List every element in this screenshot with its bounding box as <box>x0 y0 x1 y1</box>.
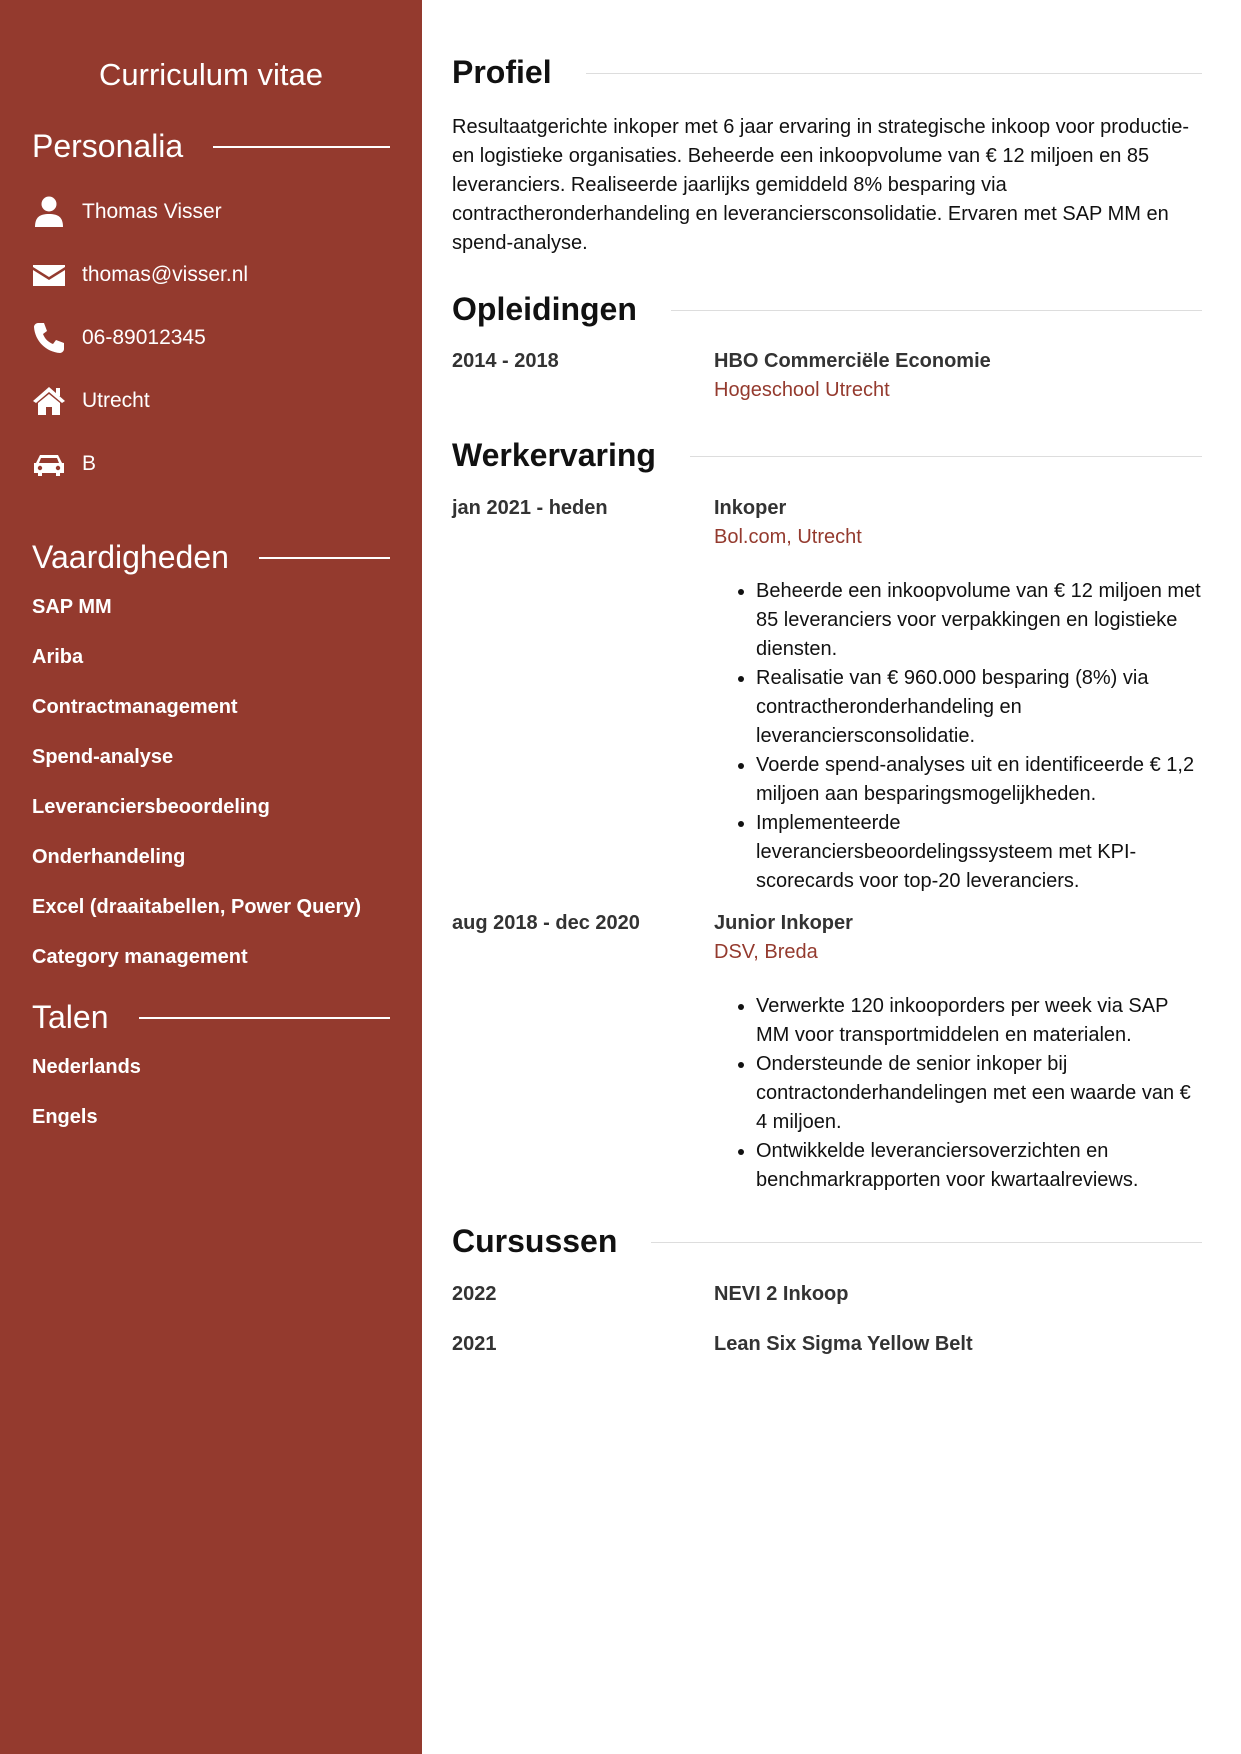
course-name: Lean Six Sigma Yellow Belt <box>714 1333 973 1355</box>
personalia-heading <box>32 126 390 166</box>
profile-text: Resultaatgerichte inkoper met 6 jaar ervaring in strategische inkoop voor productie- en logistieke organisaties. Beheerde een inkoopvolume van € 12 miljoen en 85 leveranciers. Realiseerde jaarlijks gemiddeld 8% besparing via contractheronderhandeling en leveranciersconsolidatie. Ervaren met SAP MM en spend-analyse. <box>452 116 1190 254</box>
work-entry <box>452 494 1202 896</box>
personal-item-email <box>32 243 390 306</box>
education-entry <box>452 347 1202 405</box>
entry-company: Bol.com, Utrecht <box>714 526 862 548</box>
heading-divider <box>651 1242 1202 1243</box>
skills-heading-label: Vaardigheden <box>32 539 229 575</box>
bullet-item: • Voerde spend-analyses uit en identificeerde € 1,2 miljoen aan besparingsmogelijkheden. <box>756 751 1202 809</box>
personal-license: B <box>82 451 97 475</box>
skills-heading <box>32 537 390 577</box>
bullet-item: • Ondersteunde de senior inkoper bij contractonderhandelingen met een waarde van € 4 miljoen. <box>756 1050 1202 1137</box>
course-entry <box>452 1280 1202 1309</box>
course-entry <box>452 1330 1202 1359</box>
education-heading <box>452 289 1202 329</box>
entry-date: 2021 <box>452 1333 497 1355</box>
personal-item-name <box>32 180 390 243</box>
heading-divider <box>690 456 1202 457</box>
personal-item-phone <box>32 306 390 369</box>
skill-item: Leveranciersbeoordeling <box>32 796 270 818</box>
bullet-item: • Implementeerde leveranciersbeoordelingssysteem met KPI-scorecards voor top-20 leveranciers. <box>756 809 1202 896</box>
skill-item: Onderhandeling <box>32 846 186 868</box>
entry-role: Junior Inkoper <box>714 912 853 934</box>
bullet-list <box>714 992 1202 1195</box>
envelope-icon <box>32 258 66 292</box>
cv-title: Curriculum vitae <box>99 57 323 92</box>
personal-email: thomas@visser.nl <box>82 262 249 286</box>
entry-body <box>714 494 1202 896</box>
entry-school: Hogeschool Utrecht <box>714 379 890 401</box>
heading-divider <box>213 146 390 148</box>
entry-degree: HBO Commerciële Economie <box>714 350 991 372</box>
entry-date: jan 2021 - heden <box>452 497 608 519</box>
entry-role: Inkoper <box>714 497 787 519</box>
skill-item: Ariba <box>32 646 84 668</box>
skill-item: Contractmanagement <box>32 696 238 718</box>
entry-date: 2014 - 2018 <box>452 350 559 372</box>
course-name: NEVI 2 Inkoop <box>714 1283 849 1305</box>
languages-heading-label: Talen <box>32 999 109 1035</box>
profile-heading-label: Profiel <box>452 54 552 90</box>
language-item: Engels <box>32 1106 98 1128</box>
heading-divider <box>139 1017 391 1019</box>
language-item: Nederlands <box>32 1056 141 1078</box>
bullet-item: • Verwerkte 120 inkooporders per week via SAP MM voor transportmiddelen en materialen. <box>756 992 1202 1050</box>
personal-list <box>32 180 390 495</box>
entry-body <box>714 909 1202 1195</box>
entry-company: DSV, Breda <box>714 941 818 963</box>
courses-heading <box>452 1221 1202 1261</box>
phone-icon <box>32 321 66 355</box>
user-icon <box>32 195 66 229</box>
bullet-item: • Beheerde een inkoopvolume van € 12 miljoen met 85 leveranciers voor verpakkingen en logistieke diensten. <box>756 577 1202 664</box>
languages-heading <box>32 997 390 1037</box>
language-list <box>32 1052 390 1152</box>
entry-body <box>714 347 1202 405</box>
car-icon <box>32 447 66 481</box>
home-icon <box>32 384 66 418</box>
skill-item: Spend-analyse <box>32 746 174 768</box>
personalia-heading-label: Personalia <box>32 128 184 164</box>
skill-item: Category management <box>32 946 248 968</box>
heading-divider <box>259 557 390 559</box>
entry-date: 2022 <box>452 1283 497 1305</box>
bullet-list <box>714 577 1202 896</box>
work-heading-label: Werkervaring <box>452 437 656 473</box>
main-content <box>452 0 1202 1359</box>
courses-heading-label: Cursussen <box>452 1223 618 1259</box>
entry-body <box>714 1330 1202 1359</box>
skill-item: Excel (draaitabellen, Power Query) <box>32 896 362 918</box>
skill-item: SAP MM <box>32 596 112 618</box>
heading-divider <box>671 310 1202 311</box>
profile-heading <box>452 52 1202 92</box>
bullet-item: • Ontwikkelde leveranciersoverzichten en benchmarkrapporten voor kwartaalreviews. <box>756 1137 1202 1195</box>
entry-body <box>714 1280 1202 1309</box>
personal-name: Thomas Visser <box>82 199 222 223</box>
personal-phone: 06-89012345 <box>82 325 206 349</box>
personal-item-license <box>32 432 390 495</box>
personal-item-city <box>32 369 390 432</box>
skill-list <box>32 592 390 992</box>
education-heading-label: Opleidingen <box>452 291 637 327</box>
bullet-item: • Realisatie van € 960.000 besparing (8%) via contractheronderhandeling en leveranciersconsolidatie. <box>756 664 1202 751</box>
entry-date: aug 2018 - dec 2020 <box>452 912 640 934</box>
heading-divider <box>586 73 1202 74</box>
work-heading <box>452 435 1202 475</box>
personal-city: Utrecht <box>82 388 150 412</box>
work-entry <box>452 909 1202 1195</box>
sidebar <box>0 0 422 1754</box>
